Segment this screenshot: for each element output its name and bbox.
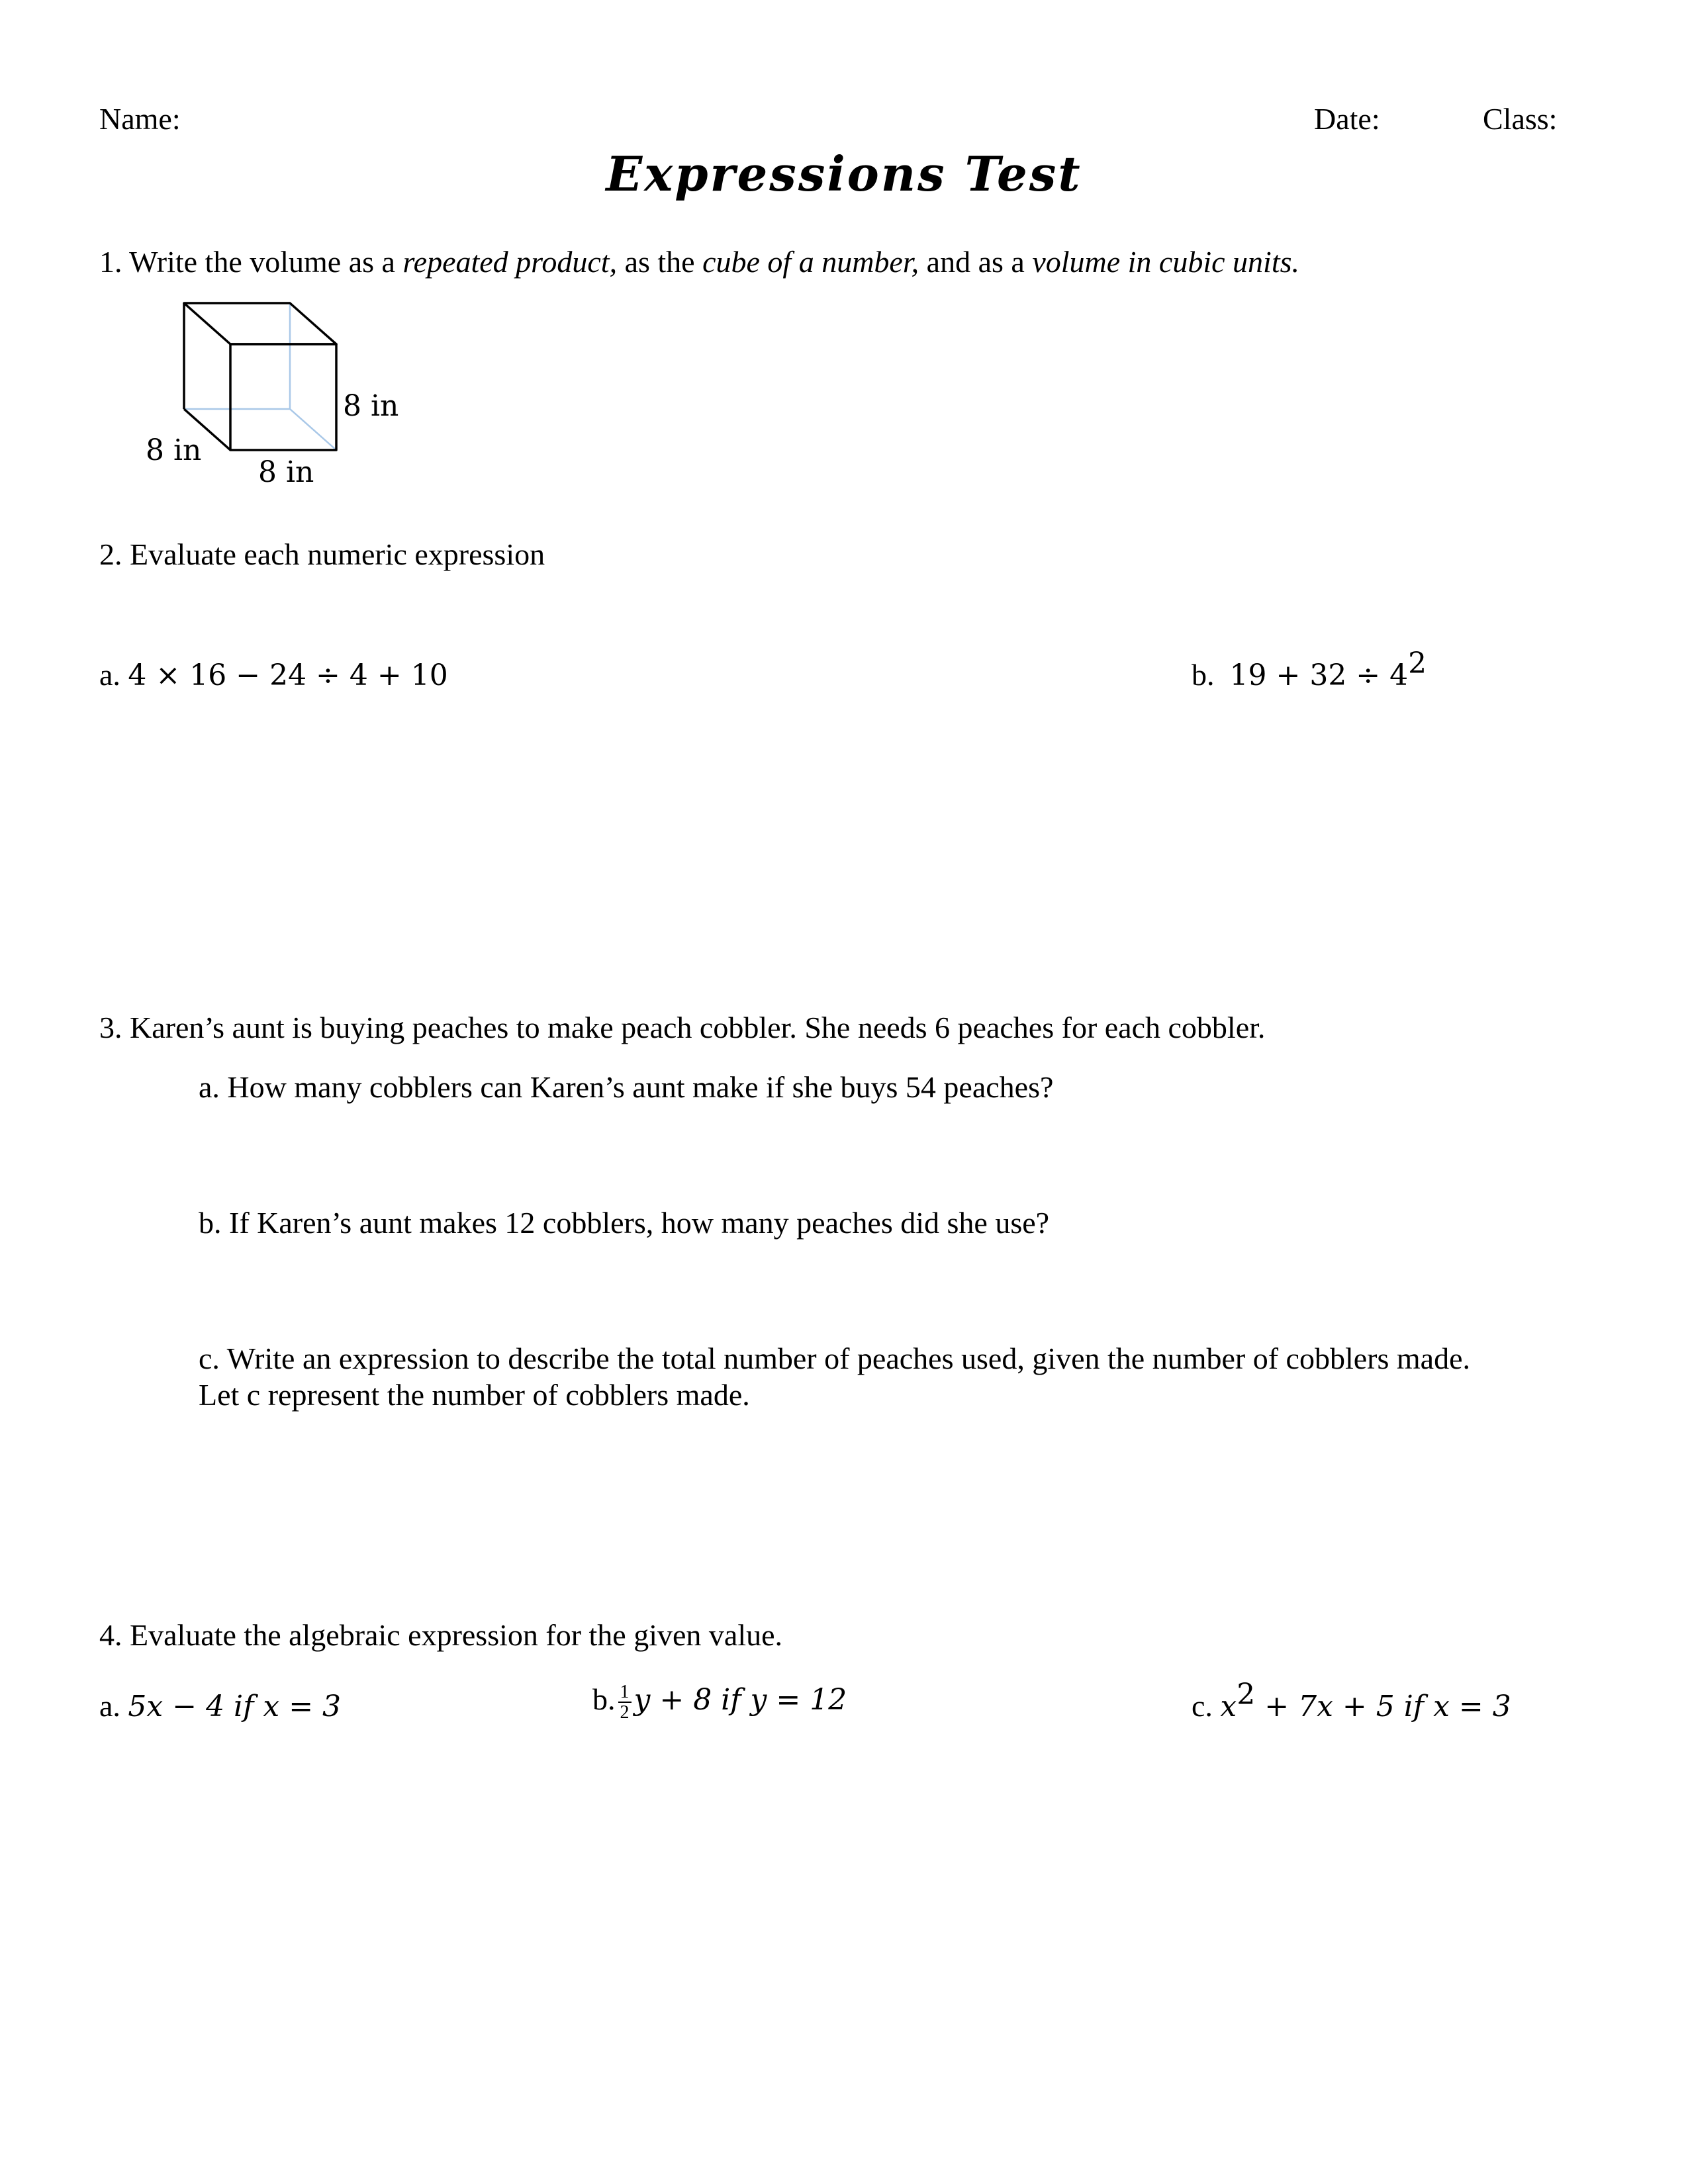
question-4c: [1192, 1678, 1511, 1725]
question-3c-line1: c. Write an expression to describe the total number of peaches used, given the number of cobblers made.: [199, 1342, 1470, 1375]
question-2-prompt: 2. Evaluate each numeric expression: [99, 537, 545, 571]
q4b-expression: y + 8 if y = 12: [633, 1683, 847, 1717]
question-3c-line2: Let c represent the number of cobblers made.: [199, 1378, 750, 1412]
q4b-fraction-numerator: 1: [618, 1682, 632, 1703]
question-2b: [1192, 647, 1427, 694]
q2a-expression: 4 × 16 − 24 ÷ 4 + 10: [128, 659, 448, 692]
q4c-base: x: [1220, 1690, 1237, 1723]
q2b-exponent: 2: [1408, 647, 1427, 680]
q1-term-volume: volume in cubic units.: [1032, 245, 1300, 279]
question-4b: [592, 1681, 847, 1723]
q4c-label: c.: [1192, 1689, 1213, 1723]
question-2a: [99, 657, 448, 694]
question-3b: b. If Karen’s aunt makes 12 cobblers, how many peaches did she use?: [199, 1206, 1050, 1240]
q4c-exponent: 2: [1237, 1678, 1256, 1711]
question-1-text: [99, 244, 1299, 280]
q4c-expression: + 7x + 5 if x = 3: [1255, 1690, 1511, 1723]
cube-label-height: 8 in: [343, 389, 399, 423]
q2b-expression: 19 + 32 ÷ 4: [1229, 659, 1409, 692]
cube-label-depth: 8 in: [146, 433, 202, 467]
q1-mid2: and as a: [919, 245, 1033, 279]
q1-term-cube: cube of a number,: [702, 245, 919, 279]
question-4-prompt: 4. Evaluate the algebraic expression for the given value.: [99, 1618, 783, 1652]
question-3a: a. How many cobblers can Karen’s aunt make if she buys 54 peaches?: [199, 1070, 1054, 1104]
q2b-label: b.: [1192, 658, 1215, 692]
q4a-expression: 5x − 4 if x = 3: [128, 1690, 342, 1723]
cube-label-width: 8 in: [258, 455, 314, 489]
q1-prefix: 1. Write the volume as a: [99, 245, 403, 279]
q4b-fraction-denominator: 2: [620, 1702, 630, 1723]
question-3-prompt: 3. Karen’s aunt is buying peaches to make peach cobbler. She needs 6 peaches for each cobbler.: [99, 1011, 1266, 1044]
page-title: Expressions Test: [606, 146, 1082, 202]
q4b-label: b.: [592, 1682, 616, 1716]
q2a-label: a.: [99, 658, 120, 692]
q4a-label: a.: [99, 1689, 120, 1723]
q1-mid1: as the: [617, 245, 703, 279]
class-label: Class:: [1483, 102, 1558, 136]
q1-term-repeated-product: repeated product,: [402, 245, 618, 279]
q4b-fraction: [618, 1682, 632, 1723]
name-label: Name:: [99, 102, 181, 136]
question-4a: [99, 1688, 341, 1725]
date-label: Date:: [1314, 102, 1380, 136]
